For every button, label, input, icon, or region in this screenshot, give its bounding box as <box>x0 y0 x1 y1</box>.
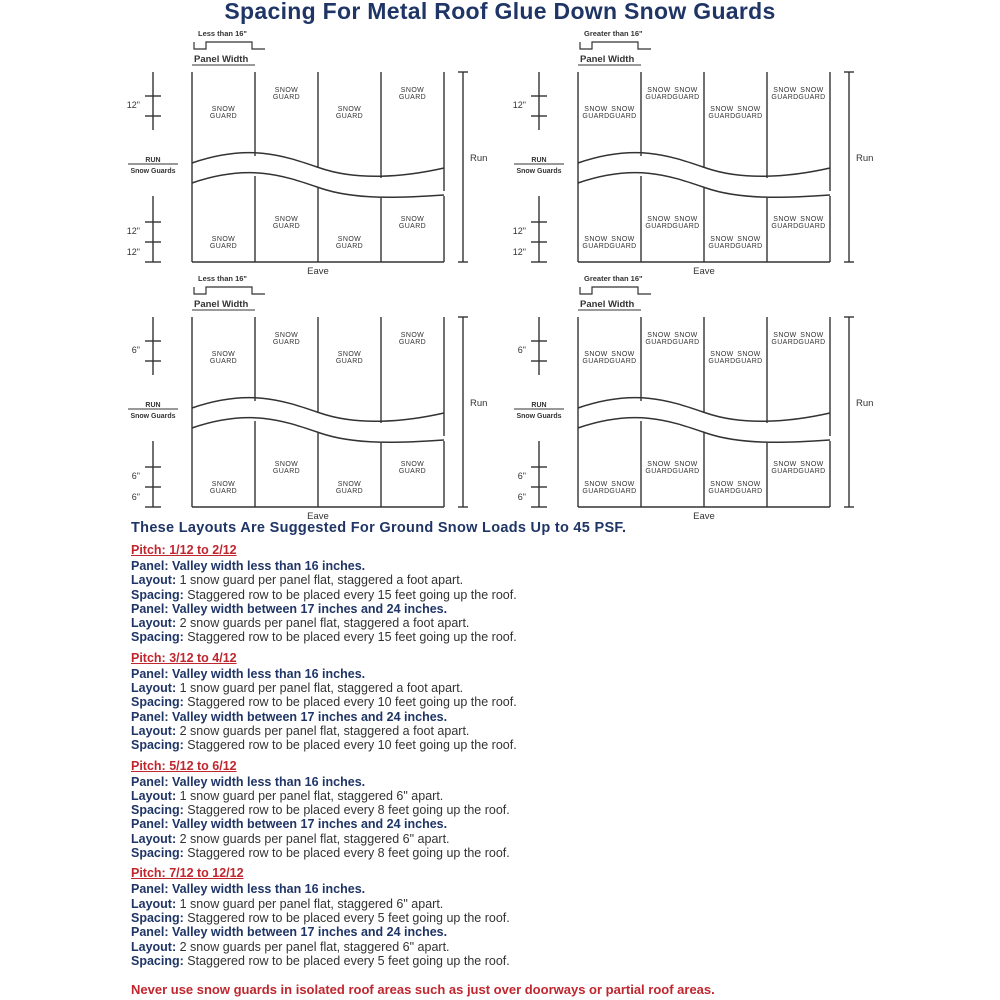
snow-guard-label-top: SNOW <box>674 87 698 94</box>
width-bracket <box>580 42 651 49</box>
panel-key: Panel: <box>131 709 169 724</box>
snow-guard <box>798 216 825 230</box>
snow-guard-label-top: SNOW <box>773 216 797 223</box>
spacing-label: 6" <box>517 471 526 481</box>
snow-guard-label-bottom: GUARD <box>735 488 763 495</box>
snow-guard-label-bottom: GUARD <box>708 243 736 250</box>
snow-guard-label-top: SNOW <box>337 106 362 113</box>
layout-key: Layout: <box>131 939 177 954</box>
snow-guard-label-top: SNOW <box>274 461 299 468</box>
snow-guard-label-top: SNOW <box>737 106 761 113</box>
snow-guard-label-bottom: GUARD <box>735 113 763 120</box>
snow-guard <box>645 332 672 346</box>
snow-guard-label-top: SNOW <box>211 481 236 488</box>
run-snow-guards-top: RUN <box>531 402 547 409</box>
panel-width-label: Panel Width <box>580 299 635 310</box>
diagram-1 <box>110 28 500 278</box>
snow-guard-label-top: SNOW <box>710 481 734 488</box>
snow-guard-label-top: SNOW <box>800 87 824 94</box>
layout-value: 1 snow guard per panel flat, staggered a foot apart. <box>179 573 464 588</box>
run-snow-guards-bottom: Snow Guards <box>130 168 176 175</box>
panel-width-label: Panel Width <box>580 54 635 65</box>
snow-guard <box>798 332 825 346</box>
snow-guard-label-bottom: GUARD <box>335 358 364 365</box>
snow-guard-label-top: SNOW <box>584 481 608 488</box>
snow-guard-label-top: SNOW <box>674 216 698 223</box>
panel-value: Valley width less than 16 inches. <box>172 559 366 573</box>
run-label: Run <box>856 153 874 164</box>
snow-guard-label-top: SNOW <box>800 332 824 339</box>
layout-key: Layout: <box>131 616 177 631</box>
snow-guard-label-bottom: GUARD <box>582 358 610 365</box>
snow-guard-label-top: SNOW <box>337 236 362 243</box>
snow-guard <box>399 216 426 230</box>
run-snow-guards-top: RUN <box>145 402 161 409</box>
panel-line <box>131 882 991 896</box>
snow-guard <box>582 236 609 250</box>
snow-guard <box>672 461 699 475</box>
layout-line <box>131 681 991 695</box>
snow-guard-label-bottom: GUARD <box>708 113 736 120</box>
layout-value: 1 snow guard per panel flat, staggered 6" apart. <box>179 896 444 911</box>
panel-value: Valley width less than 16 inches. <box>172 666 366 681</box>
snow-guard-label-top: SNOW <box>611 236 635 243</box>
snow-guard-label-bottom: GUARD <box>582 243 610 250</box>
spacing-value: Staggered row to be placed every 5 feet going up the roof. <box>187 910 510 925</box>
run-snow-guards-bottom: Snow Guards <box>130 413 176 420</box>
layout-key: Layout: <box>131 896 177 911</box>
run-snow-guards-top: RUN <box>531 157 547 164</box>
pitch-group <box>131 756 991 861</box>
snow-guard <box>771 87 798 101</box>
panel-value: Valley width less than 16 inches. <box>172 882 366 897</box>
spacing-label: 6" <box>131 492 140 502</box>
snow-guard <box>210 106 237 120</box>
diagram-2 <box>496 28 886 278</box>
layout-value: 1 snow guard per panel flat, staggered a foot apart. <box>179 681 464 696</box>
layout-line <box>131 832 991 846</box>
panel-value: Valley width less than 16 inches. <box>172 774 366 789</box>
snow-guard-label-bottom: GUARD <box>272 223 301 230</box>
snow-guard-label-bottom: GUARD <box>645 468 673 475</box>
snow-guard-label-top: SNOW <box>647 87 671 94</box>
snow-guard-label-bottom: GUARD <box>771 223 799 230</box>
snow-guard <box>708 351 735 365</box>
pitch-heading: Pitch: 7/12 to 12/12 <box>131 866 244 881</box>
panel-line <box>131 559 991 573</box>
spacing-value: Staggered row to be placed every 8 feet going up the roof. <box>187 803 510 818</box>
spacing-line <box>131 803 991 817</box>
snow-guard <box>771 461 798 475</box>
panel-line <box>131 925 991 939</box>
spacing-line <box>131 630 991 644</box>
layout-key: Layout: <box>131 573 177 588</box>
layout-line <box>131 573 991 587</box>
snow-guard <box>210 481 237 495</box>
snow-guard <box>735 351 762 365</box>
panel-key: Panel: <box>131 882 169 897</box>
snow-guard-label-bottom: GUARD <box>771 468 799 475</box>
pitch-group <box>131 863 991 968</box>
snow-guard <box>273 216 300 230</box>
spacing-label: 12" <box>126 247 140 257</box>
spacing-key: Spacing: <box>131 630 184 645</box>
spacing-markers <box>513 72 547 262</box>
snow-guard-label-top: SNOW <box>773 87 797 94</box>
snow-guard-label-bottom: GUARD <box>335 488 364 495</box>
snow-guard <box>582 481 609 495</box>
panel-value: Valley width between 17 inches and 24 inches. <box>172 601 448 616</box>
snow-guard-label-top: SNOW <box>647 332 671 339</box>
snow-guard <box>735 481 762 495</box>
snow-guard-label-bottom: GUARD <box>645 223 673 230</box>
spacing-label: 12" <box>512 247 526 257</box>
spacing-key: Spacing: <box>131 803 184 818</box>
snow-guard <box>798 461 825 475</box>
spacing-label: 6" <box>131 471 140 481</box>
width-note-text: Greater than 16" <box>584 274 643 283</box>
layout-line <box>131 616 991 630</box>
subheading: These Layouts Are Suggested For Ground Snow Loads Up to 45 PSF. <box>131 520 627 536</box>
snow-guard-label-bottom: GUARD <box>771 339 799 346</box>
spacing-line <box>131 738 991 752</box>
snow-guard <box>708 236 735 250</box>
snow-guard-label-top: SNOW <box>800 216 824 223</box>
run-label: Run <box>470 153 488 164</box>
eave-label: Eave <box>693 266 715 277</box>
snow-guard-label-bottom: GUARD <box>645 94 673 101</box>
snow-guard <box>708 481 735 495</box>
snow-guard <box>735 106 762 120</box>
snow-guard-label-top: SNOW <box>737 236 761 243</box>
width-bracket <box>580 287 651 294</box>
spacing-line <box>131 954 991 968</box>
snow-guard-label-top: SNOW <box>800 461 824 468</box>
spacing-line <box>131 911 991 925</box>
snow-guard-label-bottom: GUARD <box>798 94 826 101</box>
snow-guard-label-top: SNOW <box>611 481 635 488</box>
snow-guard-label-top: SNOW <box>400 332 425 339</box>
snow-guard-label-bottom: GUARD <box>609 488 637 495</box>
panel-key: Panel: <box>131 559 169 573</box>
spacing-value: Staggered row to be placed every 8 feet going up the roof. <box>187 846 510 861</box>
panel-width-label: Panel Width <box>194 299 249 310</box>
snow-guard-label-bottom: GUARD <box>609 243 637 250</box>
snow-guard-label-top: SNOW <box>737 351 761 358</box>
snow-guard-label-bottom: GUARD <box>735 243 763 250</box>
layout-value: 2 snow guards per panel flat, staggered 6" apart. <box>179 831 450 846</box>
snow-guard <box>273 332 300 346</box>
snow-guard-label-bottom: GUARD <box>609 113 637 120</box>
snow-guard-label-top: SNOW <box>611 106 635 113</box>
panel-line <box>131 775 991 789</box>
snow-guard-label-bottom: GUARD <box>272 468 301 475</box>
spacing-markers <box>127 72 161 262</box>
snow-guard-label-bottom: GUARD <box>335 113 364 120</box>
run-label: Run <box>470 398 488 409</box>
eave-label: Eave <box>693 511 715 522</box>
spacing-line <box>131 695 991 709</box>
snow-guard-label-bottom: GUARD <box>672 339 700 346</box>
panel-value: Valley width between 17 inches and 24 inches. <box>172 709 448 724</box>
snow-guard-label-bottom: GUARD <box>209 243 238 250</box>
snow-guard <box>672 216 699 230</box>
snow-guard <box>336 351 363 365</box>
eave-label: Eave <box>307 266 329 277</box>
snow-guard-label-top: SNOW <box>584 351 608 358</box>
snow-guard-label-bottom: GUARD <box>798 223 826 230</box>
snow-guard <box>645 216 672 230</box>
snow-guard <box>273 461 300 475</box>
spacing-line <box>131 588 991 602</box>
spacing-value: Staggered row to be placed every 15 feet going up the roof. <box>187 587 517 602</box>
snow-guard-label-top: SNOW <box>584 106 608 113</box>
pitch-group <box>131 648 991 753</box>
snow-guard-label-bottom: GUARD <box>272 339 301 346</box>
panel-line <box>131 817 991 831</box>
snow-guard-label-bottom: GUARD <box>398 94 427 101</box>
snow-guard-label-bottom: GUARD <box>798 468 826 475</box>
snow-guard <box>735 236 762 250</box>
snow-guard <box>771 216 798 230</box>
panel-line <box>131 710 991 724</box>
spacing-label: 12" <box>512 226 526 236</box>
snow-guard-label-top: SNOW <box>274 216 299 223</box>
recommendations <box>131 520 991 971</box>
snow-guard-label-top: SNOW <box>211 236 236 243</box>
snow-guard <box>771 332 798 346</box>
run-snow-guards-bottom: Snow Guards <box>516 168 562 175</box>
spacing-label: 12" <box>126 226 140 236</box>
spacing-value: Staggered row to be placed every 5 feet going up the roof. <box>187 953 510 968</box>
spacing-label: 12" <box>512 100 526 110</box>
width-bracket <box>194 287 265 294</box>
pitch-group <box>131 540 991 645</box>
snow-guard-label-top: SNOW <box>211 351 236 358</box>
spacing-key: Spacing: <box>131 695 184 710</box>
spacing-label: 6" <box>131 345 140 355</box>
snow-guard-label-bottom: GUARD <box>798 339 826 346</box>
snow-guard-label-top: SNOW <box>710 106 734 113</box>
snow-guard-label-top: SNOW <box>647 461 671 468</box>
snow-guard <box>645 461 672 475</box>
snow-guard <box>399 332 426 346</box>
snow-guard <box>609 236 636 250</box>
panel-width-label: Panel Width <box>194 54 249 65</box>
snow-guard-label-bottom: GUARD <box>735 358 763 365</box>
panel-key: Panel: <box>131 925 169 940</box>
snow-guard <box>273 87 300 101</box>
panel-key: Panel: <box>131 817 169 832</box>
snow-guard <box>582 106 609 120</box>
panel-key: Panel: <box>131 601 169 616</box>
panel-key: Panel: <box>131 666 169 681</box>
snow-guard-label-bottom: GUARD <box>672 94 700 101</box>
width-note <box>578 274 651 310</box>
snow-guard-label-top: SNOW <box>710 236 734 243</box>
snow-guard <box>609 351 636 365</box>
snow-guard-label-top: SNOW <box>674 332 698 339</box>
snow-guard <box>399 461 426 475</box>
layout-line <box>131 940 991 954</box>
snow-guard-label-bottom: GUARD <box>398 223 427 230</box>
snow-guard-label-bottom: GUARD <box>209 488 238 495</box>
snow-guard-label-bottom: GUARD <box>645 339 673 346</box>
width-note-text: Greater than 16" <box>584 29 643 38</box>
snow-guard-label-bottom: GUARD <box>272 94 301 101</box>
spacing-label: 6" <box>517 345 526 355</box>
snow-guard-label-top: SNOW <box>737 481 761 488</box>
snow-guard-label-top: SNOW <box>773 332 797 339</box>
spacing-markers <box>132 317 161 507</box>
panel-line <box>131 602 991 616</box>
snow-guard <box>210 351 237 365</box>
snow-guard <box>336 236 363 250</box>
layout-key: Layout: <box>131 681 177 696</box>
layout-value: 1 snow guard per panel flat, staggered 6" apart. <box>179 788 444 803</box>
snow-guard-label-bottom: GUARD <box>398 339 427 346</box>
snow-guard-label-bottom: GUARD <box>582 488 610 495</box>
width-note <box>192 274 265 310</box>
snow-guard-label-bottom: GUARD <box>672 468 700 475</box>
snow-guard <box>582 351 609 365</box>
layout-value: 2 snow guards per panel flat, staggered 6" apart. <box>179 939 450 954</box>
snow-guard <box>210 236 237 250</box>
layout-value: 2 snow guards per panel flat, staggered a foot apart. <box>179 723 470 738</box>
run-snow-guards-bottom: Snow Guards <box>516 413 562 420</box>
snow-guard-label-bottom: GUARD <box>398 468 427 475</box>
run-snow-guards-top: RUN <box>145 157 161 164</box>
snow-guard-label-top: SNOW <box>274 332 299 339</box>
snow-guard <box>672 332 699 346</box>
snow-guard-label-bottom: GUARD <box>335 243 364 250</box>
snow-guard-label-top: SNOW <box>400 461 425 468</box>
snow-guard-label-top: SNOW <box>211 106 236 113</box>
snow-guard-label-top: SNOW <box>337 481 362 488</box>
spacing-key: Spacing: <box>131 910 184 925</box>
layout-line <box>131 897 991 911</box>
page-title: Spacing For Metal Roof Glue Down Snow Guards <box>224 0 776 24</box>
snow-guard-label-top: SNOW <box>274 87 299 94</box>
warning-text: Never use snow guards in isolated roof areas such as just over doorways or partial roof areas. <box>131 982 715 997</box>
width-note-text: Less than 16" <box>198 29 247 38</box>
width-note <box>192 29 265 65</box>
snow-guard-label-top: SNOW <box>400 216 425 223</box>
layout-line <box>131 789 991 803</box>
diagram-4 <box>496 273 886 523</box>
pitch-heading: Pitch: 1/12 to 2/12 <box>131 543 237 557</box>
width-bracket <box>194 42 265 49</box>
snow-guard <box>645 87 672 101</box>
layout-key: Layout: <box>131 723 177 738</box>
snow-guard-label-bottom: GUARD <box>672 223 700 230</box>
snow-guard-label-top: SNOW <box>674 461 698 468</box>
panel-line <box>131 667 991 681</box>
layout-key: Layout: <box>131 831 177 846</box>
layout-key: Layout: <box>131 788 177 803</box>
snow-guard-label-top: SNOW <box>584 236 608 243</box>
layout-line <box>131 724 991 738</box>
spacing-label: 6" <box>517 492 526 502</box>
snow-guard-label-bottom: GUARD <box>209 358 238 365</box>
snow-guard <box>672 87 699 101</box>
snow-guard-label-top: SNOW <box>773 461 797 468</box>
snow-guard-label-top: SNOW <box>710 351 734 358</box>
snow-guard-label-bottom: GUARD <box>209 113 238 120</box>
snow-guard-label-top: SNOW <box>611 351 635 358</box>
snow-guard <box>336 106 363 120</box>
spacing-line <box>131 846 991 860</box>
spacing-key: Spacing: <box>131 587 184 602</box>
snow-guard <box>336 481 363 495</box>
snow-guard-label-top: SNOW <box>400 87 425 94</box>
snow-guard-label-bottom: GUARD <box>582 113 610 120</box>
width-note-text: Less than 16" <box>198 274 247 283</box>
snow-guard <box>798 87 825 101</box>
panel-value: Valley width between 17 inches and 24 inches. <box>172 925 448 940</box>
spacing-value: Staggered row to be placed every 10 feet going up the roof. <box>187 695 517 710</box>
snow-guard <box>609 481 636 495</box>
spacing-key: Spacing: <box>131 846 184 861</box>
snow-guard <box>609 106 636 120</box>
pitch-heading: Pitch: 3/12 to 4/12 <box>131 650 237 665</box>
snow-guard <box>399 87 426 101</box>
spacing-value: Staggered row to be placed every 10 feet going up the roof. <box>187 738 517 753</box>
snow-guard-label-bottom: GUARD <box>708 358 736 365</box>
snow-guard-label-bottom: GUARD <box>609 358 637 365</box>
snow-guard <box>708 106 735 120</box>
snow-guard-label-top: SNOW <box>647 216 671 223</box>
spacing-value: Staggered row to be placed every 15 feet going up the roof. <box>187 630 517 645</box>
spacing-key: Spacing: <box>131 953 184 968</box>
width-note <box>578 29 651 65</box>
panel-key: Panel: <box>131 774 169 789</box>
snow-guard-label-bottom: GUARD <box>771 94 799 101</box>
spacing-key: Spacing: <box>131 738 184 753</box>
run-label: Run <box>856 398 874 409</box>
eave-label: Eave <box>307 511 329 522</box>
pitch-heading: Pitch: 5/12 to 6/12 <box>131 758 237 773</box>
spacing-markers <box>518 317 547 507</box>
snow-guard-label-bottom: GUARD <box>708 488 736 495</box>
snow-guard-label-top: SNOW <box>337 351 362 358</box>
panel-value: Valley width between 17 inches and 24 inches. <box>172 817 448 832</box>
layout-value: 2 snow guards per panel flat, staggered a foot apart. <box>179 616 470 631</box>
diagram-3 <box>110 273 500 523</box>
spacing-label: 12" <box>126 100 140 110</box>
